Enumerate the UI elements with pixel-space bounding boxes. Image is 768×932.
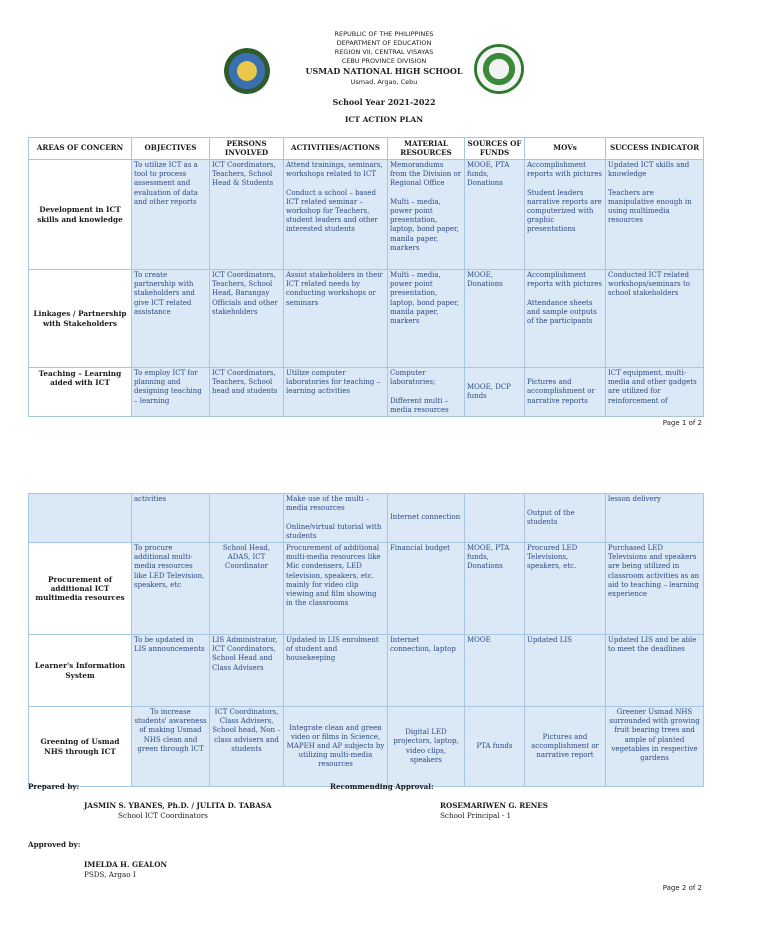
area-cell: Learner's Information System — [29, 635, 132, 707]
header-republic: REPUBLIC OF THE PHILIPPINES — [334, 30, 434, 38]
persons-cell: ICT Coordinators, Teachers, School Head & Students — [210, 160, 284, 270]
materials-cell: Financial budget — [388, 543, 465, 635]
approved-name: IMELDA H. GEALON — [84, 860, 168, 869]
header-division: CEBU PROVINCE DIVISION — [341, 57, 427, 65]
action-plan-table-page1 — [28, 137, 704, 417]
persons-cell: School Head, ADAS, ICT Coordinator — [210, 543, 284, 635]
action-plan-table-page2 — [28, 493, 704, 787]
materials-cell: Digital LED projectors, laptop, video clips, speakers — [388, 707, 465, 787]
movs-cell: Procured LED Televisions, speakers, etc. — [525, 543, 606, 635]
col-header-persons: PERSONS INVOLVED — [210, 138, 284, 160]
funds-cell: MOOE, PTA funds, Donations — [465, 543, 525, 635]
area-cell: Greening of Usmad NHS through ICT — [29, 707, 132, 787]
indicator-cell: ICT equipment, multi-media and other gadgets are utilized for reinforcement of — [606, 368, 704, 417]
col-header-areas: AREAS OF CONCERN — [29, 138, 132, 160]
indicator-cell: Updated LIS and be able to meet the deadlines — [606, 635, 704, 707]
materials-cell: Internet connection — [388, 494, 465, 543]
activities-cell: Make use of the multi – media resources Online/virtual tutorial with students — [284, 494, 388, 543]
col-header-activities: ACTIVITIES/ACTIONS — [284, 138, 388, 160]
activities-cell: Attend trainings, seminars, workshops related to ICT Conduct a school – based ICT related seminar – workshop for Teachers, student leaders and other interested students — [284, 160, 388, 270]
objectives-cell: To be updated in LIS announcements — [132, 635, 210, 707]
movs-cell: Accomplishment reports with pictures Student leaders narrative reports are computerized with graphic presentations — [525, 160, 606, 270]
prepared-by-label: Prepared by: — [28, 782, 80, 791]
recommending-title: School Principal - 1 — [440, 811, 512, 820]
area-cell: Linkages / Partnership with Stakeholders — [29, 270, 132, 368]
movs-cell: Updated LIS — [525, 635, 606, 707]
recommending-name: ROSEMARIWEN G. RENES — [440, 801, 548, 810]
materials-cell: Computer laboratories; Different multi – media resources — [388, 368, 465, 417]
col-header-funds: SOURCES OF FUNDS — [465, 138, 525, 160]
activities-cell: Assist stakeholders in their ICT related needs by conducting workshops or seminars — [284, 270, 388, 368]
movs-cell: Pictures and accomplishment or narrative reports — [525, 368, 606, 417]
materials-cell: Memorandums from the Division or Regional Office Multi – media, power point presentation, laptop, bond paper, manila paper, markers — [388, 160, 465, 270]
col-header-movs: MOVs — [525, 138, 606, 160]
persons-cell: ICT Coordinators, Teachers, School Head, Barangay Officials and other stakeholders — [210, 270, 284, 368]
funds-cell: MOOE, PTA funds, Donations — [465, 160, 525, 270]
materials-cell: Internet connection, laptop — [388, 635, 465, 707]
header-school-name: USMAD NATIONAL HIGH SCHOOL — [305, 66, 463, 76]
col-header-objectives: OBJECTIVES — [132, 138, 210, 160]
indicator-cell: Updated ICT skills and knowledge Teachers are manipulative enough in using multimedia resources — [606, 160, 704, 270]
table-header-row — [29, 138, 704, 160]
page-number-1: Page 1 of 2 — [662, 419, 702, 427]
col-header-materials: MATERIAL RESOURCES — [388, 138, 465, 160]
activities-cell: Procurement of additional multi-media resources like Mic condensers, LED television, speakers, etc. mainly for video clip viewing and film showing in the classrooms — [284, 543, 388, 635]
materials-cell: Multi – media, power point presentation, laptop, bond paper, manila paper, markers — [388, 270, 465, 368]
activities-cell: Updated in LIS enrolment of student and housekeeping — [284, 635, 388, 707]
funds-cell: MOOE, Donations — [465, 270, 525, 368]
table-row — [29, 494, 704, 543]
indicator-cell: Greener Usmad NHS surrounded with growing fruit bearing trees and ample of planted vegetables in respective gardens — [606, 707, 704, 787]
prepared-title: School ICT Coordinators — [118, 811, 208, 820]
objectives-cell: To create partnership with stakeholders and give ICT related assistance — [132, 270, 210, 368]
table-row — [29, 707, 704, 787]
objectives-cell: To procure additional multi-media resources like LED Television, speakers, etc — [132, 543, 210, 635]
plan-title: ICT ACTION PLAN — [344, 115, 424, 124]
approved-title: PSDS, Argao I — [84, 870, 136, 879]
indicator-cell: Conducted ICT related workshops/seminars to school stakeholders — [606, 270, 704, 368]
objectives-cell: To utilize ICT as a tool to process assessment and evaluation of data and other reports — [132, 160, 210, 270]
school-year: School Year 2021-2022 — [332, 97, 436, 107]
funds-cell: MOOE — [465, 635, 525, 707]
table-row — [29, 543, 704, 635]
header-department: DEPARTMENT OF EDUCATION — [336, 39, 432, 47]
funds-cell: MOOE, DCP funds — [465, 368, 525, 417]
movs-cell: Accomplishment reports with pictures Attendance sheets and sample outputs of the participants — [525, 270, 606, 368]
persons-cell — [210, 494, 284, 543]
table-row — [29, 368, 704, 417]
objectives-cell: activities — [132, 494, 210, 543]
header-address: Usmad, Argao, Cebu — [350, 78, 418, 86]
indicator-cell: lesson delivery — [606, 494, 704, 543]
header-region: REGION VII, CENTRAL VISAYAS — [334, 48, 434, 56]
persons-cell: ICT Coordinators, Class Advisers, School head, Non – class advisers and students — [210, 707, 284, 787]
activities-cell: Utilize computer laboratories for teaching – learning activities — [284, 368, 388, 417]
table-row — [29, 635, 704, 707]
activities-cell: Integrate clean and green video or films in Science, MAPEH and AP subjects by utilizing multi-media resources — [284, 707, 388, 787]
objectives-cell: To employ ICT for planning and designing teaching – learning — [132, 368, 210, 417]
objectives-cell: To increase students' awareness of making Usmad NHS clean and green through ICT — [132, 707, 210, 787]
table-row — [29, 270, 704, 368]
movs-cell: Pictures and accomplishment or narrative report — [525, 707, 606, 787]
area-cell — [29, 494, 132, 543]
page-number-2: Page 2 of 2 — [662, 884, 702, 892]
col-header-indicator: SUCCESS INDICATOR — [606, 138, 704, 160]
persons-cell: LIS Administrator, ICT Coordinators, School Head and Class Advisers — [210, 635, 284, 707]
area-cell: Development in ICT skills and knowledge — [29, 160, 132, 270]
persons-cell: ICT Coordinators, Teachers, School head and students — [210, 368, 284, 417]
approved-by-label: Approved by: — [28, 840, 81, 849]
recommending-label: Recommending Approval: — [330, 782, 434, 791]
area-cell: Procurement of additional ICT multimedia resources — [29, 543, 132, 635]
table-row — [29, 160, 704, 270]
funds-cell: PTA funds — [465, 707, 525, 787]
prepared-names: JASMIN S. YBANES, Ph.D. / JULITA D. TABASA — [84, 801, 272, 810]
indicator-cell: Purchased LED Televisions and speakers are being utilized in classroom activities as an aid to teaching – learning experience — [606, 543, 704, 635]
area-cell: Teaching – Learning aided with ICT — [29, 368, 132, 417]
funds-cell — [465, 494, 525, 543]
movs-cell: Output of the students — [525, 494, 606, 543]
